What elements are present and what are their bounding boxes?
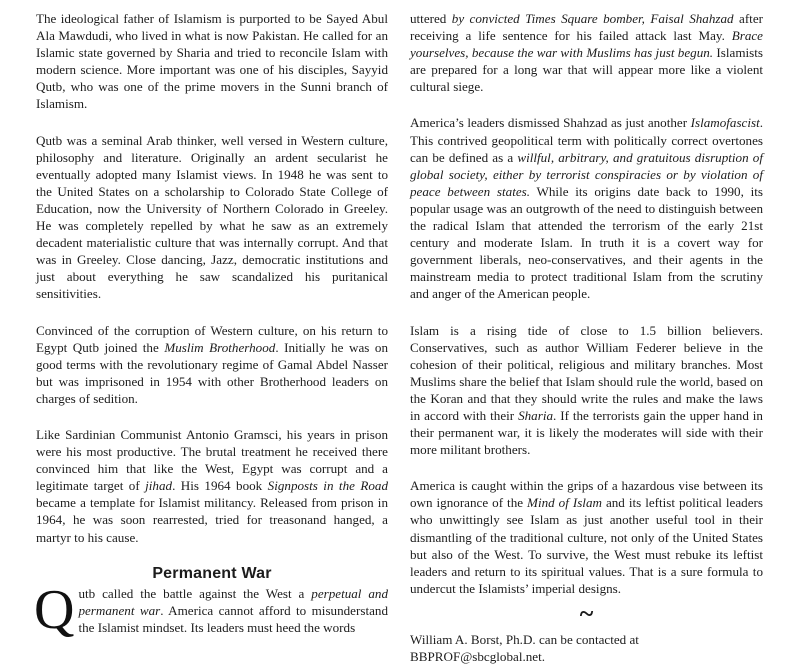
author-contact: William A. Borst, Ph.D. can be contacted at BBPROF@sbcglobal.net. <box>410 631 639 664</box>
definition-italic: willful, arbitrary, and gratuitous disruption of global society, either by terrorist conspiracies or by violation of peace between states. <box>410 149 763 199</box>
paragraph-prison-years: Like Sardinian Communist Antonio Gramsci, his years in prison were his most productive. The brutal treatment he received there convinced him that like the West, Egypt was corrupt and a legitimate target of jihad. His 1964 book Signposts in the Road became a template for Islamist militancy. Released from prison in 1964, he was soon rearrested, tried for treasonand hanged, a martyr to his cause. <box>36 426 389 545</box>
left-column <box>34 10 389 641</box>
right-column <box>410 10 763 665</box>
islamofascist-italic: Islamofascist <box>690 115 760 131</box>
jihad-italic: jihad <box>145 478 173 494</box>
signposts-italic: Signposts in the Road <box>267 478 389 494</box>
paragraph-mawdudi: The ideological father of Islamism is purported to be Sayed Abul Ala Mawdudi, who lived in what is now Pakistan. He called for an Islamic state governed by Sharia and tried to reconcile Islam with modern science. More important was one of his disciples, Sayyid Qutb, who was one of the prime movers in the Sunni branch of Islamism. <box>36 11 388 112</box>
paragraph-qutb-greeley: Qutb was a seminal Arab thinker, well versed in Western culture, philosophy and literature. Originally an ardent secularist he eventually adopted many Islamist views. In 1948 he was sent to the United States on a scholarship to Colorado State College of Education, now the University of Northern Colorado in Greeley. He was completely repelled by what he saw as an extremely decadent materialistic culture that was internally corrupt. And that was in Greeley. Close dancing, Jazz, democratic institutions and just about everything he saw scandalized his puritanical sensitivities. <box>36 132 388 302</box>
mind-of-islam-italic: Mind of Islam <box>527 495 602 511</box>
paragraph-islamofascist: America’s leaders dismissed Shahzad as just another Islamofascist. This contrived geopolitical term with politically correct overtones can be defined as a willful, arbitrary, and gratuitous disruption of global society, either by terrorist conspiracies or by violation of peace between states. While its origins date back to 1990, its popular usage was an outgrowth of the need to distinguish between the radical Islam that attended the terrorism of the early 21st century and moderate Islam. In truth it is a covert way for government liberals, neo-conservatives, and their agents in the mainstream media to protect traditional Islam from the scrutiny and anger of the American people. <box>410 115 763 302</box>
paragraph-muslim-brotherhood: Convinced of the corruption of Western culture, on his return to Egypt Qutb joined the Muslim Brotherhood. Initially he was on good terms with the revolutionary regime of Gamal Abdel Nasser but was imprisoned in 1954 with other Brotherhood leaders on charges of sedition. <box>36 322 388 406</box>
paragraph-hazardous-vise: America is caught within the grips of a hazardous vise between its own ignorance of the Mind of Islam and its leftist political leaders who unwittingly see Islam as just another useful tool in their dismantling of the traditional culture, not only of the United States but also of the West. To survive, the West must rebuke its leftist leaders and return to its spiritual values. That is a sure formula to undercut the Islamists’ imperial designs. <box>410 478 763 596</box>
muslim-brotherhood-italic: Muslim Brotherhood <box>164 339 276 355</box>
brace-yourselves-italic: Brace yourselves, because the war with Muslims has just begun. <box>410 28 763 61</box>
section-separator: ~ <box>579 598 594 628</box>
drop-cap: Q <box>34 578 75 641</box>
paragraph-permanent-war: Qutb called the battle against the West a perpetual and permanent war. America cannot afford to misunderstand the Islamist mindset. Its leaders must heed the words <box>34 578 388 641</box>
section-heading: Permanent War <box>152 564 272 582</box>
sharia-italic: Sharia <box>518 407 553 423</box>
shahzad-italic: by convicted Times Square bomber, Faisal Shahzad <box>451 11 734 26</box>
paragraph-shahzad-quote: uttered by convicted Times Square bomber, Faisal Shahzad after receiving a life sentence for his failed attack last May. Brace yourselves, because the war with Muslims has just begun. Islamists are prepared for a long war that will appear more like a violent cultural siege. <box>410 11 763 95</box>
paragraph-rising-tide: Islam is a rising tide of close to 1.5 billion believers. Conservatives, such as author William Federer believe in the cohesion of their political, religious and military branches. Most Muslims share the belief that Islam should rule the world, based on the Koran and that they should write the rules and make the laws in accord with their Sharia. If the terrorists gain the upper hand in their permanent war, it is likely the moderates will side with their more militant brothers. <box>410 322 763 458</box>
perpetual-war-italic: perpetual and permanent war <box>78 585 388 618</box>
